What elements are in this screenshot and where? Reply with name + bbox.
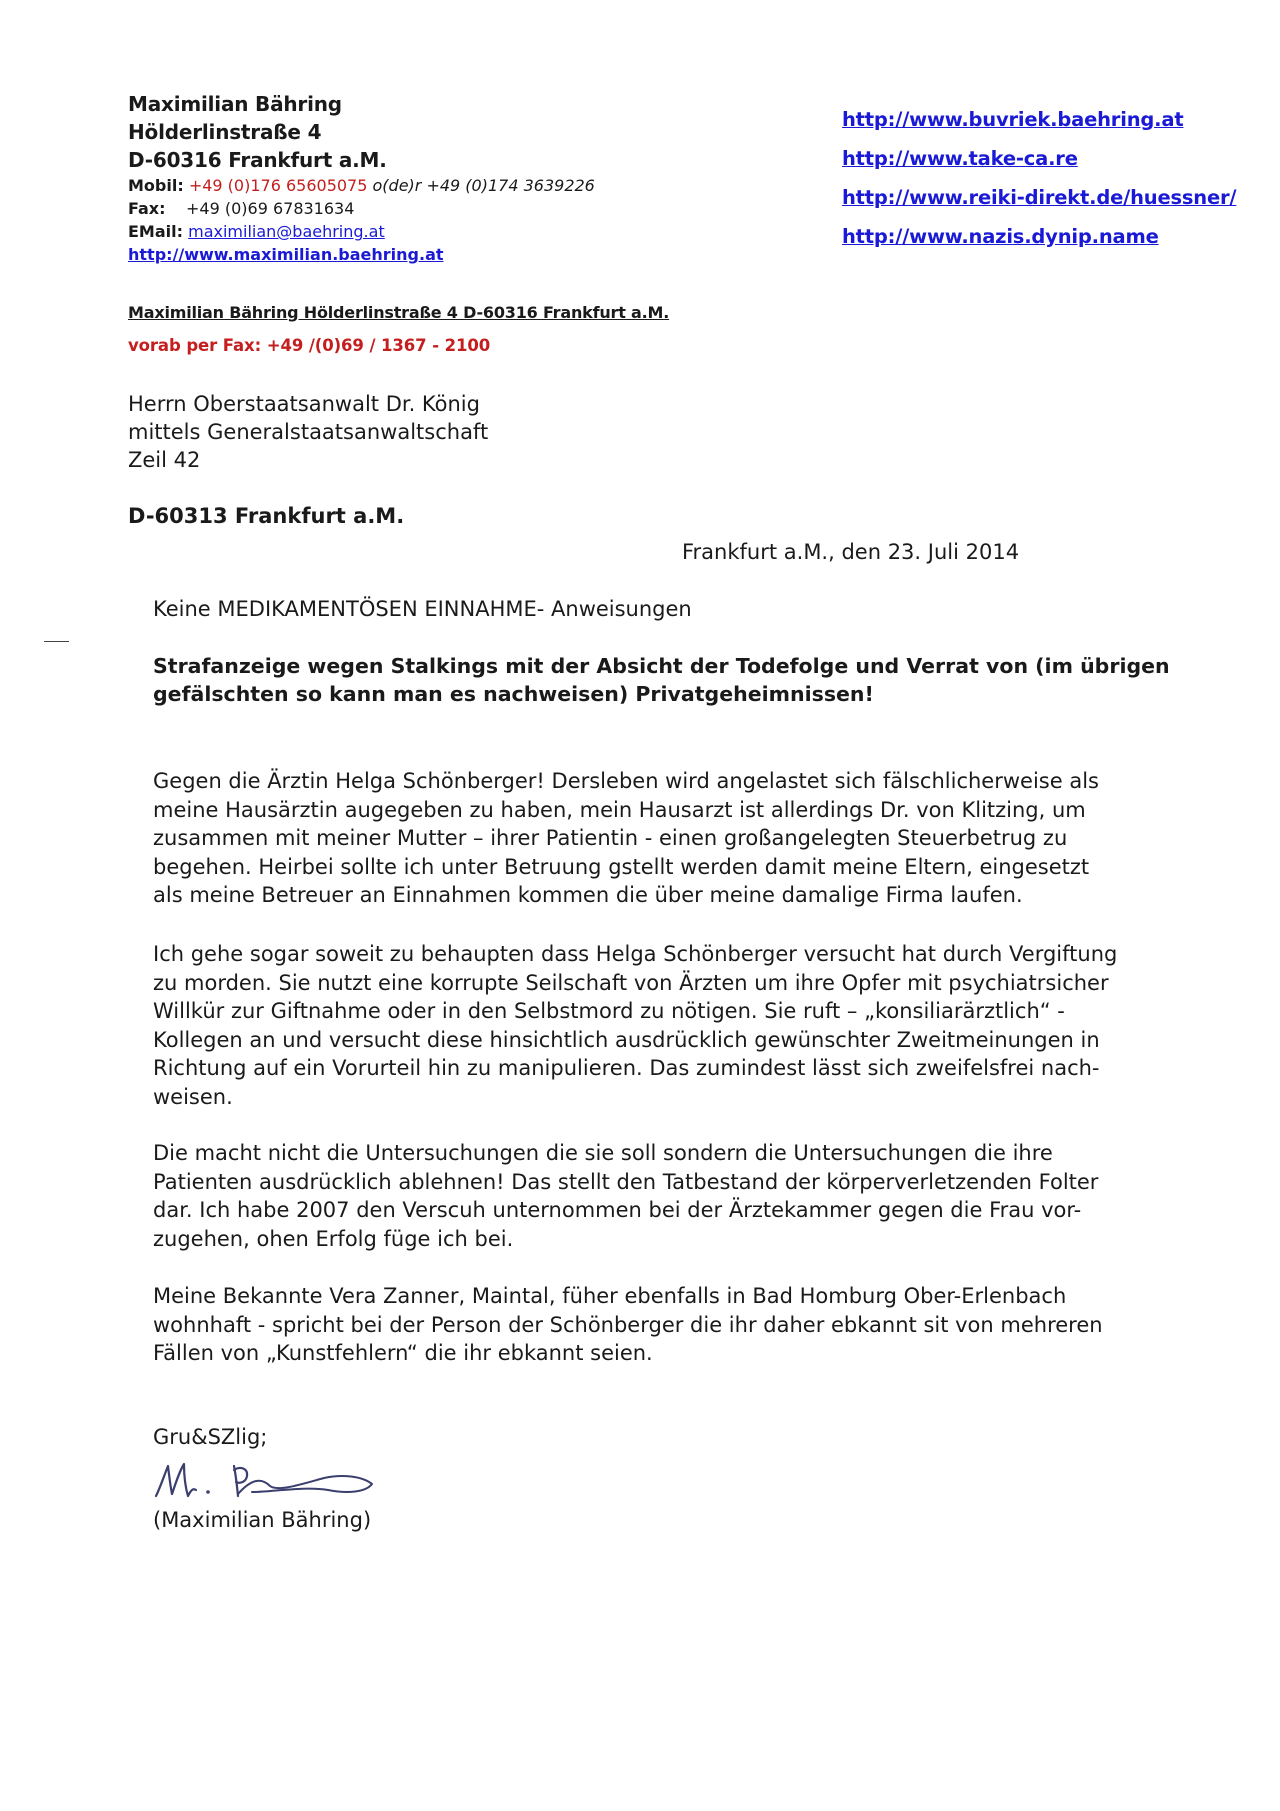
text-line: zu morden. Sie nutzt eine korrupte Seilschaft von Ärzten um ihre Opfer mit psychiatrsicher xyxy=(153,970,1109,995)
link-list xyxy=(842,100,1262,256)
mobile-number-2: +49 (0)174 3639226 xyxy=(426,176,595,195)
link-item[interactable] xyxy=(842,139,1262,178)
fax-number: +49 (0)69 67831634 xyxy=(186,199,355,218)
signer-name: (Maximilian Bähring) xyxy=(153,1508,372,1532)
link-prefix: http://www. xyxy=(842,225,969,248)
text-line: Richtung auf ein Vorurteil hin zu manipulieren. Das zumindest lässt sich zweifelsfrei nach- xyxy=(153,1056,1100,1080)
text-line: dar. Ich habe 2007 den Verscuh unternommen bei der Ärztekammer gegen die Frau vor- xyxy=(153,1198,1082,1222)
sender-website xyxy=(128,243,728,266)
text-line: Patienten ausdrücklich ablehnen! Das stellt den Tatbestand der körperverletzenden Folter xyxy=(153,1169,1099,1194)
recipient-address xyxy=(128,390,488,474)
link-domain: huessner/ xyxy=(1130,186,1237,209)
website-link[interactable]: http://www.maximilian.baehring.at xyxy=(128,245,444,264)
link-domain: nazis.dynip.name xyxy=(968,225,1159,248)
text-line: wohnhaft - spricht bei der Person der Schönberger die ihr daher ebkannt sit von mehreren xyxy=(153,1312,1103,1337)
recipient-line-3: Zeil 42 xyxy=(128,448,201,472)
link-prefix: http://www.reiki-direkt.de/ xyxy=(842,186,1131,209)
fax-label: Fax: xyxy=(128,199,166,218)
body-paragraph-4 xyxy=(153,1282,1113,1368)
sender-name: Maximilian Bähring xyxy=(128,92,342,116)
email-label: EMail: xyxy=(128,222,184,241)
text-line: als meine Betreuer an Einnahmen kommen die über meine damalige Firma laufen. xyxy=(153,883,1023,907)
sender-letterhead xyxy=(128,90,728,266)
text-line: Ich gehe sogar soweit zu behaupten dass Helga Schönberger versucht hat durch Vergiftung xyxy=(153,942,1118,966)
text-line: zugehen, ohen Erfolg füge ich bei. xyxy=(153,1226,514,1251)
mobile-number-1: +49 (0)176 65605075 xyxy=(188,176,368,195)
text-line: weisen. xyxy=(153,1084,233,1109)
fold-mark xyxy=(44,641,69,642)
recipient-line-2: mittels Generalstaatsanwaltschaft xyxy=(128,420,489,444)
recipient-city: D-60313 Frankfurt a.M. xyxy=(128,504,405,528)
link-item[interactable] xyxy=(842,217,1262,256)
link-domain: buvriek.baehring.at xyxy=(968,108,1184,131)
text-line: Willkür zur Giftnahme oder in den Selbstmord zu nötigen. Sie ruft – „konsiliarärztlich“ - xyxy=(153,999,1065,1023)
sender-street: Hölderlinstraße 4 xyxy=(128,120,322,144)
link-prefix: http://www. xyxy=(842,147,969,170)
sender-city: D-60316 Frankfurt a.M. xyxy=(128,148,387,172)
text-line: begehen. Heirbei sollte ich unter Betruung gstellt werden damit meine Eltern, eingesetzt xyxy=(153,854,1090,879)
link-item[interactable] xyxy=(842,100,1262,139)
closing-greeting: Gru&SZlig; xyxy=(153,1425,268,1449)
text-line: Kollegen an und versucht diese hinsichtlich ausdrücklich gewünschter Zweitmeinungen in xyxy=(153,1027,1100,1052)
sender-mobile xyxy=(128,174,728,197)
text-line: Meine Bekannte Vera Zanner, Maintal, füher ebenfalls in Bad Homburg Ober-Erlenbach xyxy=(153,1284,1067,1308)
sender-fax xyxy=(128,197,728,220)
link-domain: take-ca.re xyxy=(968,147,1078,170)
text-line: Fällen von „Kunstfehlern“ die ihr ebkannt seien. xyxy=(153,1341,653,1365)
return-address-line: Maximilian Bähring Hölderlinstraße 4 D-60316 Frankfurt a.M. xyxy=(128,303,670,322)
handwritten-signature xyxy=(152,1458,382,1506)
body-paragraph-1 xyxy=(153,767,1113,910)
letter-date: Frankfurt a.M., den 23. Juli 2014 xyxy=(682,540,1020,564)
email-link[interactable]: maximilian@baehring.at xyxy=(188,222,385,241)
subject-heading-line: gefälschten so kann man es nachweisen) Privatgeheimnissen! xyxy=(153,682,874,706)
sender-email xyxy=(128,220,728,243)
body-paragraph-3 xyxy=(153,1139,1113,1253)
text-line: zusammen mit meiner Mutter – ihrer Patientin - einen großangelegten Steuerbetrug zu xyxy=(153,826,1068,850)
subject-heading-line: Strafanzeige wegen Stalkings mit der Absicht der Todefolge und Verrat von (im übrigen xyxy=(153,654,1170,678)
advance-fax-line: vorab per Fax: +49 /(0)69 / 1367 - 2100 xyxy=(128,336,491,355)
link-item[interactable] xyxy=(842,178,1262,217)
subject-heading xyxy=(153,652,1170,708)
text-line: Die macht nicht die Untersuchungen die sie soll sondern die Untersuchungen die ihre xyxy=(153,1141,1053,1165)
text-line: Gegen die Ärztin Helga Schönberger! Dersleben wird angelastet sich fälschlicherweise als xyxy=(153,769,1099,793)
subject-line: Keine MEDIKAMENTÖSEN EINNAHME- Anweisungen xyxy=(153,597,692,621)
link-prefix: http://www. xyxy=(842,108,969,131)
mobile-or: o(de)r xyxy=(372,176,422,195)
body-paragraph-2 xyxy=(153,940,1118,1111)
mobile-label: Mobil: xyxy=(128,176,184,195)
recipient-line-1: Herrn Oberstaatsanwalt Dr. König xyxy=(128,392,480,416)
text-line: meine Hausärztin augegeben zu haben, mein Hausarzt ist allerdings Dr. von Klitzing, um xyxy=(153,797,1086,822)
